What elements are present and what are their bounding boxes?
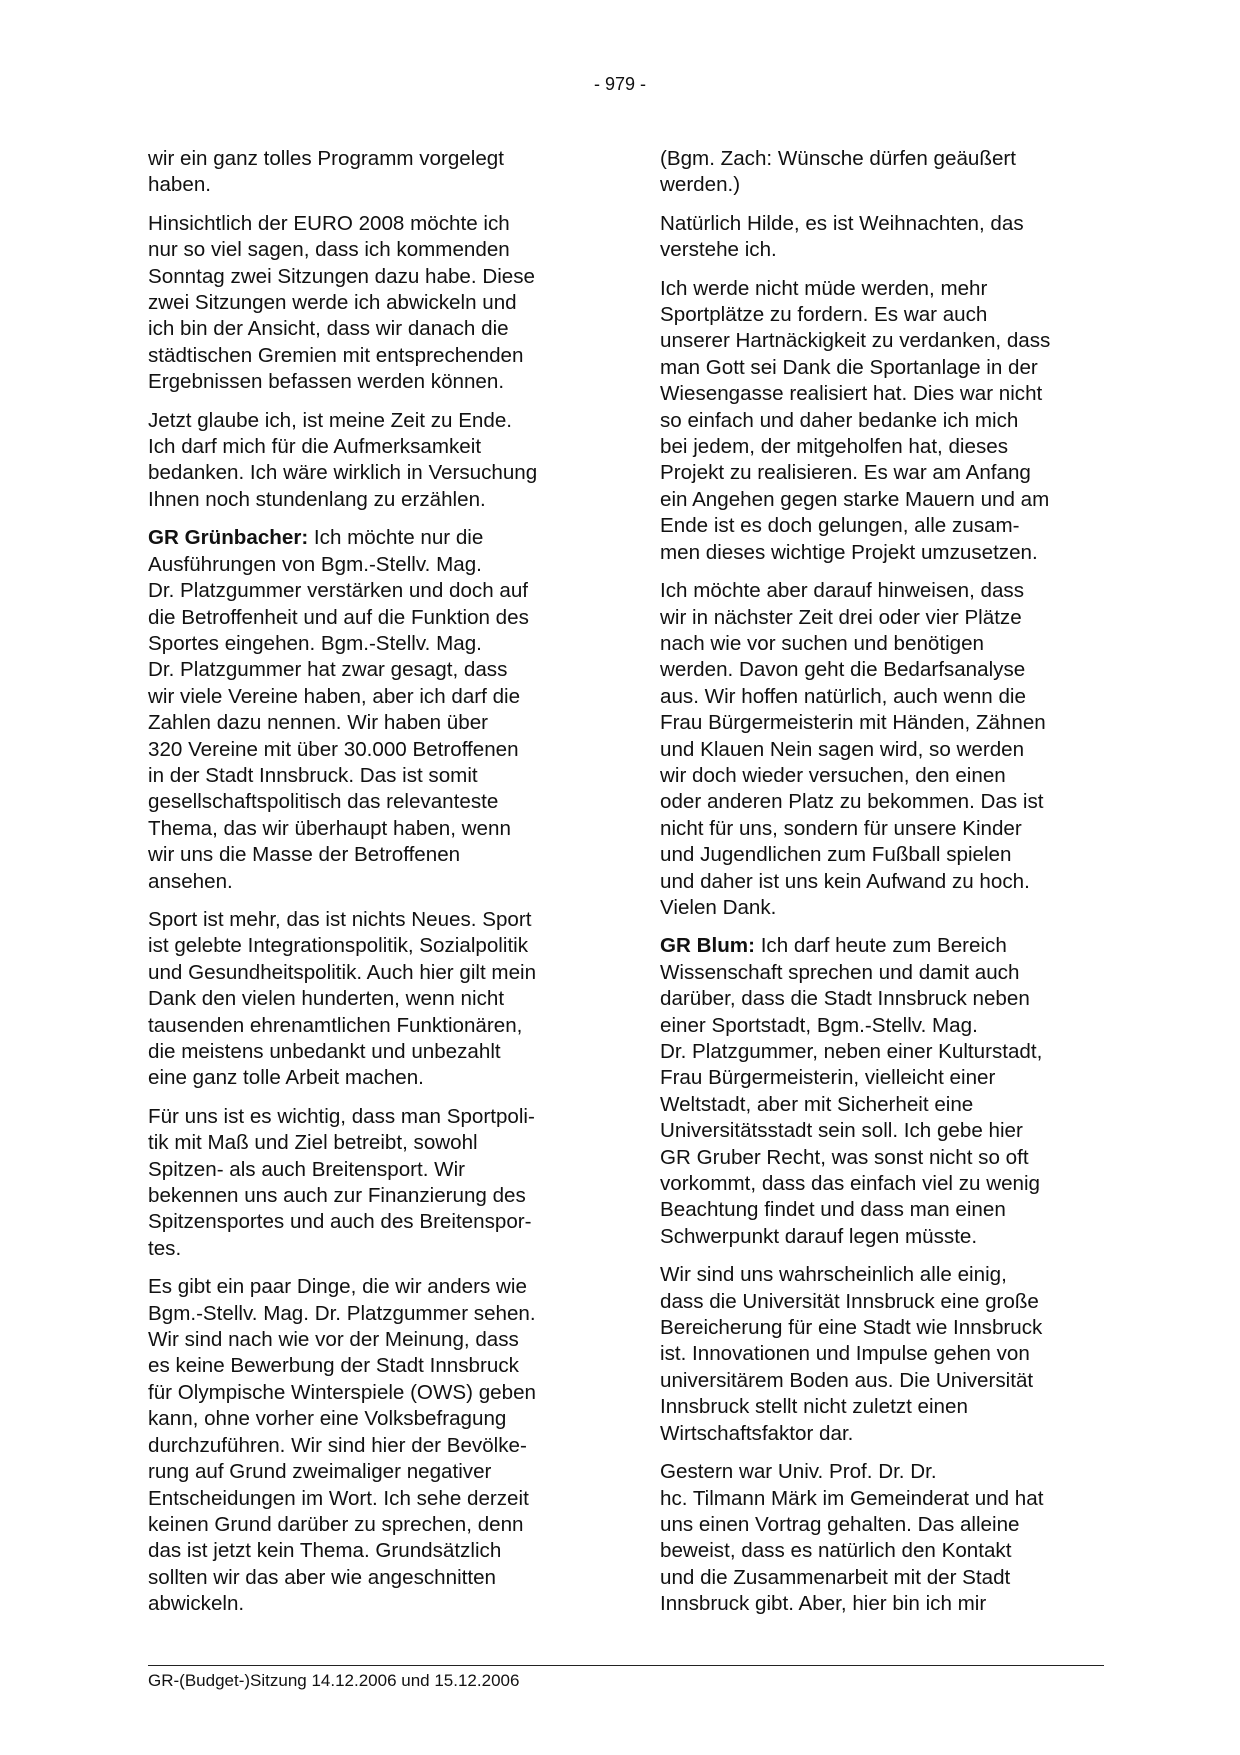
paragraph: Wir sind uns wahrscheinlich alle einig, dass die Universität Innsbruck eine große Bereicherung für eine Stadt wie Innsbruck ist. Innovationen und Impulse gehen von universitärem Boden aus. Die Universität Innsbruck stellt nicht zuletzt einen Wirtschaftsfaktor dar. (660, 1263, 1043, 1445)
footer-text: GR-(Budget-)Sitzung 14.12.2006 und 15.12.2006 (148, 1671, 520, 1690)
paragraph: Hinsichtlich der EURO 2008 möchte ich nur so viel sagen, dass ich kommenden Sonntag zwei Sitzungen dazu habe. Diese zwei Sitzungen werde ich abwickeln und ich bin der Ansicht, dass wir danach die städtischen Gremien mit entsprechenden Ergebnissen befassen werden können. (148, 211, 535, 394)
paragraph: wir ein ganz tolles Programm vorgelegt haben. (148, 147, 504, 197)
paragraph: Ich werde nicht müde werden, mehr Sportplätze zu fordern. Es war auch unserer Hartnäckigkeit zu verdanken, dass man Gott sei Dank die Sportanlage in der Wiesengasse realisiert hat. Dies war nicht so einfach und daher bedanke ich mich bei jedem, der mitgeholfen hat, dieses Projekt zu realisieren. Es war am Anfang ein Angehen gegen starke Mauern und am Ende ist es doch gelungen, alle zusam- men dieses wichtige Projekt umzusetzen. (660, 276, 1051, 564)
footer-divider (148, 1665, 1104, 1666)
page-number: - 979 - (593, 74, 647, 94)
paragraph: Es gibt ein paar Dinge, die wir anders wie Bgm.-Stellv. Mag. Dr. Platzgummer sehen. Wir sind nach wie vor der Meinung, dass es keine Bewerbung der Stadt Innsbruck für Olympische Winterspiele (OWS) geben kann, ohne vorher eine Volksbefragung durchzuführen. Wir sind hier der Bevölke- rung auf Grund zweimaliger negativer Entscheidungen im Wort. Ich sehe derzeit keinen Grund darüber zu sprechen, denn das ist jetzt kein Thema. Grundsätzlich sollten wir das aber wie angeschnitten abwickeln. (148, 1275, 536, 1616)
speech-text: Ich möchte nur die Ausführungen von Bgm.-Stellv. Mag. Dr. Platzgummer verstärken und doch auf die Betroffenheit und auf die Funktion des Sportes eingehen. Bgm.-Stellv. Mag. Dr. Platzgummer hat zwar gesagt, dass wir viele Vereine haben, aber ich darf die Zahlen dazu nennen. Wir haben über 320 Vereine mit über 30.000 Betroffenen in der Stadt Innsbruck. Das ist somit gesellschaftspolitisch das relevanteste Thema, das wir überhaupt haben, wenn wir uns die Masse der Betroffenen ansehen. (148, 526, 529, 893)
speech-text: Ich darf heute zum Bereich Wissenschaft sprechen und damit auch darüber, dass die Stadt Innsbruck neben einer Sportstadt, Bgm.-Stellv. Mag. Dr. Platzgummer, neben einer Kulturstadt, Frau Bürgermeisterin, vielleicht einer Weltstadt, aber mit Sicherheit eine Universitätsstadt sein soll. Ich gebe hier GR Gruber Recht, was sonst nicht so oft vorkommt, dass das einfach viel zu wenig Beachtung findet und dass man einen Schwerpunkt darauf legen müsste. (660, 934, 1043, 1248)
paragraph: Natürlich Hilde, es ist Weihnachten, das verstehe ich. (660, 211, 1024, 262)
paragraph: Jetzt glaube ich, ist meine Zeit zu Ende. Ich darf mich für die Aufmerksamkeit bedanken. Ich wäre wirklich in Versuchung Ihnen noch stundenlang zu erzählen. (148, 408, 538, 511)
speaker-name: GR Blum: (660, 934, 755, 958)
paragraph: Für uns ist es wichtig, dass man Sportpoli- tik mit Maß und Ziel betreibt, sowohl Spitzen- als auch Breitensport. Wir bekennen uns auch zur Finanzierung des Spitzensportes und auch des Breitenspor- tes. (148, 1104, 535, 1260)
left-column (148, 146, 594, 1630)
interjection-paragraph: (Bgm. Zach: Wünsche dürfen geäußert werden.) (660, 147, 1016, 197)
speaker-name: GR Grünbacher: (148, 526, 309, 550)
paragraph: Ich möchte aber darauf hinweisen, dass wir in nächster Zeit drei oder vier Plätze nach wie vor suchen und benötigen werden. Davon geht die Bedarfsanalyse aus. Wir hoffen natürlich, auch wenn die Frau Bürgermeisterin mit Händen, Zähnen und Klauen Nein sagen wird, so werden wir doch wieder versuchen, den einen oder anderen Platz zu bekommen. Das ist nicht für uns, sondern für unsere Kinder und Jugendlichen zum Fußball spielen und daher ist uns kein Aufwand zu hoch. Vielen Dank. (660, 579, 1046, 919)
paragraph: Gestern war Univ. Prof. Dr. Dr. hc. Tilmann Märk im Gemeinderat und hat uns einen Vortrag gehalten. Das alleine beweist, dass es natürlich den Kontakt und die Zusammenarbeit mit der Stadt Innsbruck gibt. Aber, hier bin ich mir (660, 1460, 1044, 1616)
speaker-paragraph (660, 933, 1106, 1250)
speaker-paragraph (148, 525, 594, 895)
paragraph: Sport ist mehr, das ist nichts Neues. Sport ist gelebte Integrationspolitik, Sozialpolitik und Gesundheitspolitik. Auch hier gilt mein Dank den vielen hunderten, wenn nicht tausenden ehrenamtlichen Funktionären, die meistens unbedankt und unbezahlt eine ganz tolle Arbeit machen. (148, 907, 537, 1090)
right-column (660, 146, 1106, 1630)
